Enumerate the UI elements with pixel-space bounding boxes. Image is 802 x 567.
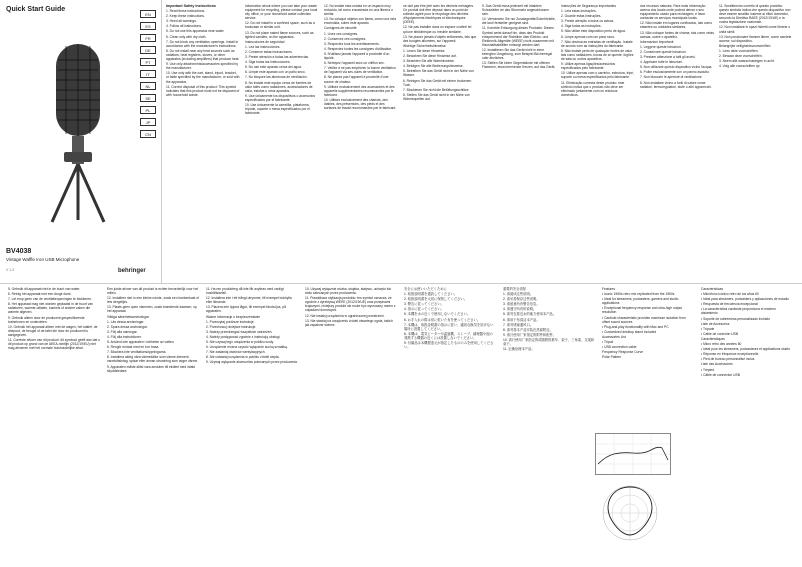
text-line: 7. Blockera inte ventilationsöppningarna.	[107, 350, 167, 355]
top_columns-column-6	[561, 4, 635, 280]
cover-title: Quick Start Guide	[6, 6, 66, 13]
text-line: 6. Limpe apenas com um pano seco.	[561, 34, 616, 39]
text-line: Wichtige Sicherheitshinweise	[403, 43, 446, 48]
text-line: 10. Verwenden Sie nur Zusatzgeräte/Zubehörteile, die laut Hersteller geeignet sind.	[482, 17, 556, 26]
text-line: 10. Używaj wyłącznie wózka, stojaka, statywu, uchwytu lub stołu zalecanych przez producenta.	[305, 287, 392, 296]
text-line: 5. Betreiben Sie das Gerät nicht in der Nähe von Wasser.	[403, 69, 474, 78]
text-line: Consignes de sécurité	[324, 26, 357, 31]
text-line: 13. Placera inte öppna lågor, till exempel tända ljus, på apparaten.	[206, 305, 286, 314]
text-line: • Micro rétro des années 60	[701, 342, 742, 347]
text-line: 3. 警告に従ってください。	[404, 302, 444, 307]
language-tabs	[140, 10, 158, 142]
text-line: 6. Clean only with dry cloth.	[166, 34, 207, 39]
text-line: 1. Lea las instrucciones.	[245, 44, 281, 49]
text-line: 11. Correcte afvoer van dit product: dit symbool geeft aan dat u dit product op grond van de AEEA-richtlijn (2012/19/EU) niet mag afvoeren met het normale huishoudelijke afval.	[8, 338, 100, 351]
text-line: 7. Do not block any ventilation openings. Install in accordance with the manufacturer's instructions.	[166, 39, 239, 48]
text-line: 11. Ha ren produktreg då inte får avyttras med vanligt hushållsavfall.	[206, 287, 284, 296]
text-line: 1. Read these instructions.	[166, 9, 206, 14]
text-line: 13. Nie stawiaj na urządzeniu źródeł otwartego ognia, takich jak zapalone świece.	[305, 318, 393, 327]
text-line: 1. Lees deze voorschriften.	[719, 48, 759, 53]
text-line: 13. Plaats geen open vlammen, zoals brandende kaarsen, op het apparaat.	[107, 305, 197, 314]
text-line: 7. 请勿堵塞通风口。	[503, 322, 534, 327]
bottom_columns-column-8	[701, 287, 793, 563]
text-line: 3. 请留意所有警告信息。	[503, 302, 540, 307]
text-line: 8. Nie ustawiaj urządzenia w pobliżu źródeł ciepła.	[206, 355, 280, 360]
text-line: 8. No instale este equipo cerca de fuentes de calor tales como radiadores, acumuladores de calor, estufas u otros aparatos.	[245, 80, 313, 93]
text-line: 3. Preste atención a todas las advertencias.	[245, 55, 309, 60]
text-line: 9. Używaj wyłącznie akcesoriów polecanych przez producenta.	[206, 360, 298, 365]
text-line: 2. 请妥善保存这些说明。	[503, 297, 540, 302]
bottom_columns-column-2	[107, 287, 199, 563]
language-tab-it: IT	[140, 70, 156, 78]
text-line: • Câble de connexion USB	[701, 372, 740, 377]
text-line: 3. Heed all warnings.	[166, 19, 197, 24]
text-line: 13. Stellen Sie keine Gegenstände mit offenen Flammen, etwa brennende Kerzen, auf das Gerät.	[482, 61, 556, 70]
text-line: 12. Nie instaluj urządzenia w ograniczonej przestrzeni.	[305, 313, 385, 318]
text-line: 6. Pulire esclusivamente con un panno asciutto.	[640, 70, 710, 75]
text-line: 4. Volg alle voorschriften op.	[719, 64, 761, 69]
text-line: • Customized desktop stand included	[602, 329, 657, 334]
text-line: dos recursos naturais. Para mais informação acerca dos locais onde poderá deixar o seu equipamento usado para reciclagem, é favor contactar os serviços municipais locais.	[640, 4, 706, 21]
text-line: 1. Läs dessa anvisningar.	[107, 319, 145, 324]
text-line: 8. 本機は、電気ヒーターや温風機、ストーブ、調理器や他の発熱する機器の近くには設置しないでください。	[404, 331, 493, 340]
text-line: 11. Korrekte Entsorgung dieses Produkts: Dieses Symbol weist darauf hin, dass das Produkt entsprechend der Richtlinie über Elektro- und Elektronik-Altgeräte (WEEE) nicht zusammen mit Haushaltsabfällen entsorgt werden darf.	[482, 26, 554, 47]
top_columns-column-3	[324, 4, 398, 280]
text-line: • La característica cardioide proporciona el máximo aislamiento	[701, 307, 776, 316]
text-line: 4. Följ alla instruktioner.	[107, 334, 142, 339]
text-line: 11. Eliminação correcta deste produto: este símbolo indica que o produto não deve ser eliminado juntamente com os resíduos domésticos.	[561, 80, 625, 97]
text-line: 4. Follow all instructions.	[166, 24, 202, 29]
text-line: 3. Prestare attenzione a tutti gli avvisi.	[640, 55, 696, 60]
text-line: 10. Use only with the cart, stand, tripod, bracket, or table specified by the manufacturer, or sold with the apparatus.	[166, 71, 240, 84]
text-line: Características	[701, 287, 723, 291]
text-line: 4. 请遵守所有的说明。	[503, 307, 537, 312]
text-line: 9. Utilisez exclusivement des accessoires et des appareils supplémentaires recommandés par le fabricant.	[324, 84, 395, 97]
text-line: 4. Respectez toutes les consignes d'utilisation.	[324, 46, 393, 51]
microphone-image	[42, 40, 114, 230]
text-line: 12. No instale esta unidad en un espacio muy reducido, tal como encastrada en una librería o similar.	[324, 4, 393, 17]
text-line: • Iconic 1960s retro mic replicated from the 1960s	[602, 292, 675, 297]
text-line: 9. 付属品は本機製造元が指定したもののみを使用してください。	[404, 341, 494, 350]
text-line: 8. Installera aldrig nära värmekällor som värme-element, varmluftsintag, spisar eller annan utrustning som avger värme.	[107, 355, 199, 364]
text-line: 12. Do not install in a confined space, such as a bookcase or similar unit.	[245, 21, 315, 30]
text-line: 9. Gebruik alleen door de producent gespecificeerde toebehoren en onderdelen.	[8, 315, 85, 324]
text-line: Instruções de Segurança Importantes	[561, 4, 616, 8]
text-line: 3. Preste atenção a todos os avisos.	[561, 19, 615, 24]
text-line: 1. Lesen Sie diese Hinweise.	[403, 48, 446, 53]
text-line: 8. Stellen Sie das Gerät nicht in der Nähe von Wärmequellen auf.	[403, 92, 470, 101]
brand-logo: behringer	[118, 268, 146, 274]
top_columns-column-7	[640, 4, 714, 280]
text-line: Frequency Response Curve	[602, 350, 644, 355]
text-line: ne doit pas être jeté avec les déchets ménagers. Ce produit doit être déposé dans un point de collecte agréé pour le recyclage des déchets d'équipements électriques et électroniques (DEEE).	[403, 4, 474, 25]
text-line: 5. 请勿在靠近水的地方使用本产品。	[503, 312, 557, 317]
text-line: • Cable de conexión USB	[701, 331, 739, 336]
text-line: 7. Nie zasłaniaj otworów wentylacyjnych.	[206, 350, 266, 355]
text-line: • Ideal for streamers, podcasters, gamers and studio applications	[602, 297, 679, 306]
text-line: • Idéal pour les streamers, podcasteurs et applications studio	[701, 347, 790, 352]
text-line: 4. Befolgen Sie alle Bedienungshinweise.	[403, 64, 464, 69]
language-tab-se: SE	[140, 94, 156, 102]
text-line: Accessories List	[602, 334, 626, 339]
text-line: 5. Não utilize este dispositivo perto de água.	[561, 29, 626, 34]
text-line: 2. Guarde estas instruções.	[561, 14, 602, 19]
text-line: • Réponse en fréquence exceptionnelle	[701, 352, 759, 357]
text-line: 6. Urządzenie można czyścić wyłącznie suchą szmatką.	[206, 345, 288, 350]
text-line: 4. Siga todas las instrucciones.	[245, 60, 291, 65]
cover-version: V 1.0	[6, 268, 15, 272]
language-tab-nl: NL	[140, 82, 156, 90]
text-line: • Trípode	[701, 326, 715, 331]
text-line: 7. Let erop geen van de ventilatieopeningen te blokkeren.	[8, 297, 92, 302]
text-line: 3. Beachten Sie alle Warnhinweise.	[403, 59, 455, 64]
top_columns-column-5	[482, 4, 556, 280]
text-line: 3. Följ alla varningar.	[107, 329, 138, 334]
text-line: 5. Non utilizzare questo dispositivo vicino l'acqua.	[640, 65, 713, 70]
text-line: 12. Installieren Sie das Gerät nicht in einer beengten Umgebung, zum Beispiel Bücherregal oder ähnliches.	[482, 47, 553, 61]
language-tab-en: EN	[140, 10, 156, 18]
text-line: • Exceptional frequency response and ultra-high output resolution	[602, 306, 683, 315]
bottom-half	[0, 283, 802, 567]
text-line: 7. Não obstrua as entradas de ventilação. Instale de acordo com as instruções do fabricante.	[561, 39, 633, 48]
text-line: Een juiste afvoer van dit product is echter bevorderlijk voor het milieu.	[107, 287, 199, 296]
text-line: • Soporte de sobremesa personalizado incluido	[701, 316, 770, 321]
text-line: 3. Respectez tous les avertissements.	[324, 41, 380, 46]
text-line: 12. Installeer niet in een kleine ruimte, zoals een boekenkast of iets dergelijks.	[107, 296, 199, 305]
bottom_columns-column-5	[404, 287, 496, 563]
text-line: 9. Das Gerät muss jederzeit mit intaktem Schutzleiter an das Stromnetz angeschlossen sein.	[482, 4, 549, 17]
text-line: 2. Conservare queste istruzioni.	[640, 49, 687, 54]
text-line: 8. Ne placez pas l'appareil à proximité d'une source de chaleur.	[324, 75, 389, 84]
text-line: 4. Siga todas as instruções.	[561, 24, 602, 29]
text-line: 12. Non installare in spazi ristretti come librerie o unità simili.	[719, 25, 791, 34]
language-tab-fr: FR	[140, 34, 156, 42]
text-line: Liste des Accessoires	[701, 362, 733, 367]
text-line: • Cardioid characteristic provides maximum isolation from offset sound sources	[602, 315, 686, 324]
text-line: 6. Nettoyez l'appareil avec un chiffon sec.	[324, 61, 385, 66]
text-line: 3. Neem alle waarschuwingen in acht.	[719, 59, 775, 64]
text-line: 9. 请只使用厂家指定的附件和配件。	[503, 332, 557, 337]
text-line: 7. Non bloccare le aperture di ventilazione.	[640, 75, 703, 80]
text-line: 9. Use only attachments/accessories specified by the manufacturer.	[166, 62, 239, 71]
text-line: 13. Não coloque fontes de chama, tais como velas acesas, sobre o aparelho.	[640, 30, 714, 39]
text-line: 9. Use únicamente los dispositivos o accesorios especificados por el fabricante.	[245, 93, 316, 102]
text-line: 1. Leia estas instruções.	[561, 9, 597, 14]
cover-panel	[0, 0, 162, 283]
top_columns-column-8	[719, 4, 793, 280]
text-line: • Respuesta de frecuencia excepcional	[701, 302, 758, 307]
top_columns-column-4	[403, 4, 477, 280]
text-line: 8. Het apparaat mag niet worden geplaatst in de buurt van radiatoren, warmte-uitlaten, kachels of andere zaken die warmte afgeven.	[8, 302, 94, 315]
text-line: 4. 指示に従ってください。	[404, 307, 444, 312]
text-line: Features	[602, 287, 616, 291]
text-line: 3. Należy przestrzegać wszystkich ostrzeżeń.	[206, 329, 273, 334]
language-tab-de: DE	[140, 46, 156, 54]
text-line: 5. Do not use this apparatus near water.	[166, 29, 225, 34]
text-line: 12. Não instale em lugares confinados, tais como estantes ou unidades similares.	[640, 21, 713, 30]
text-line: 5. N'utilisez jamais l'appareil à proximité d'un liquide.	[324, 51, 390, 61]
text-line: 6. 请用干布清洁本产品。	[503, 317, 540, 322]
language-tab-cn: CN	[140, 130, 156, 138]
top-half	[0, 0, 802, 283]
text-line: 12. Installera inte i ett trångt utrymme, till exempel bokhylla eller liknande.	[206, 296, 292, 305]
language-tab-pl: PL	[140, 106, 156, 114]
text-line: 13. Do not place naked flame sources, such as lighted candles, on the apparatus.	[245, 30, 314, 39]
top_columns-column-1	[166, 4, 240, 280]
text-line: 8. Do not install near any heat sources such as radiators, heat registers, stoves, or other apparatus (including amplifiers) that produce heat.	[166, 48, 240, 62]
text-line: 7. Veillez à ne pas empêcher la bonne ventilation de l'appareil via ses ouïes de ventilation.	[324, 66, 396, 75]
cover-subtitle: Vintage Waffle Iron USB Microphone	[6, 257, 80, 262]
text-line: 4. Applicare tutte le istruzioni.	[640, 60, 683, 65]
top_columns-column-2	[245, 4, 319, 280]
text-line: 12. Ne pas installer dans un espace confiné tel qu'une bibliothèque ou meuble similaire.	[403, 25, 472, 34]
text-line: 7. No bloquee las aberturas de ventilación.	[245, 75, 308, 80]
text-line: • Ideal para streamers, podcasters y aplicaciones de estudio	[701, 297, 790, 302]
text-line: • Plug-and-play functionality with Mac and PC	[602, 324, 669, 329]
text-line: 2. Conservez ces consignes.	[324, 36, 367, 41]
text-line: 6. Reinigen Sie das Gerät mit einem trockenen Tuch.	[403, 78, 472, 87]
text-line: Viktiga säkerhetsanvisningar	[107, 314, 149, 319]
text-line: 11. Correct disposal of this product: This symbol indicates that this product must not be disposed of with household waste.	[166, 84, 240, 97]
text-line: Liste de Accesorios	[701, 321, 730, 326]
text-line: 2. Conserve estas instrucciones.	[245, 49, 293, 54]
text-line: • Pied de bureau personnalisé inclus	[701, 357, 755, 362]
text-line: 2. Bewahren Sie diese Hinweise auf.	[403, 54, 457, 59]
frequency-response-chart	[595, 433, 671, 475]
bottom_columns-column-4	[305, 287, 397, 563]
text-line: Ważne informacje o bezpieczeństwie	[206, 314, 261, 319]
text-line: 2. 取扱説明書を大切に保管してください。	[404, 297, 468, 302]
text-line: 6. Rengör endast med en torr trasa.	[107, 345, 160, 350]
text-line: Belangrijke veiligheidsvoorschriften	[719, 43, 771, 48]
section-heading: Important Safety Instructions	[166, 4, 216, 8]
cover-model: BV4038	[6, 248, 32, 255]
text-line: 2. Keep these instructions.	[166, 14, 205, 19]
text-line: 1. 请阅读这些说明。	[503, 292, 534, 297]
bottom_columns-column-1	[8, 287, 100, 563]
text-line: 8. 请勿将本产品安装在热源附近。	[503, 327, 553, 332]
text-line: 10. Utilisez exclusivement des chariots, des diables, des présentoirs, des pieds et des surfaces de travail recommandés par le fabricant.	[324, 97, 397, 111]
language-tab-jp: JP	[140, 118, 156, 126]
text-line: 4. Należy postępować zgodnie z instrukcją obsługi.	[206, 334, 281, 339]
text-line: 13. Non posizionare fiamme libere, come candele accese, sul dispositivo.	[719, 34, 792, 43]
polar-pattern-chart	[600, 483, 660, 543]
text-line: 2. Spara dessa anvisningar.	[107, 324, 148, 329]
text-line: Caractéristiques	[701, 336, 725, 341]
text-line: 1. Leggere queste istruzioni.	[640, 44, 682, 49]
text-line: Polar Pattern	[602, 355, 622, 360]
text-line: 安全にお使いいただくために	[404, 287, 447, 291]
text-line: • Tripod	[602, 340, 614, 345]
text-line: 13. No coloque objetos con llama, como una vela encendida, sobre este aparato.	[324, 17, 397, 26]
text-line: 10. Use únicamente la carretilla, plataforma, trípode, soporte o mesa especificados por el fabricante.	[245, 102, 310, 116]
text-line: information about where you can take your waste equipment for recycling, please contact your local city office, or your household waste collection service.	[245, 4, 318, 21]
text-line: Informazioni importanti	[640, 39, 674, 44]
text-line: 10. 请只使用厂家指定的或随附的推车、架子、三角架、支架和桌子。	[503, 337, 595, 347]
bottom_columns-column-3	[206, 287, 298, 563]
text-line: 11. Smaltimento corretto di questo prodotto: questo simbolo indica che questo dispositivo non deve essere smaltito insieme ai rifiuti domestici, secondo la Direttiva RAEE (2012/19/UE) e la vostra legislazione nazionale.	[719, 4, 791, 25]
bottom_columns-column-6	[503, 287, 595, 563]
text-line: 5. No use este aparato cerca del agua.	[245, 65, 302, 70]
text-line: 1. 取扱説明書を通読してください。	[404, 292, 458, 297]
text-line: 5. Gebruik dit apparaat niet in de buurt van water.	[8, 287, 81, 291]
text-line: 6. Limpie este aparato con un paño seco.	[245, 70, 306, 75]
text-line: 2. Przechowuj niniejsze instrukcje.	[206, 324, 257, 329]
text-line: 10. Utilize apenas com o carrinho, estrutura, tripé, suporte ou mesa especificados pelo fabricante.	[561, 71, 634, 80]
text-line: • Micrófono icónico retro de los años 60	[701, 292, 759, 297]
text-line: 9. Utilize apenas ligações/acessórios especificados pelo fabricante.	[561, 62, 616, 71]
text-line: 5. 本機を水の近くで使用しないでください。	[404, 312, 471, 317]
text-line: 11. 正确处理本产品。	[503, 347, 535, 352]
language-tab-es: ES	[140, 22, 156, 30]
text-line: 7. 本機は、取扱説明書の指示に従い、適切な換気を妨げない場所に設置してください。	[404, 322, 494, 331]
text-line: 9. Apparaten måste alltid vara ansluten till elnätet med intakt skyddsledare.	[107, 364, 195, 373]
text-line: 6. お手入れの際は常に乾いた布を使ってください。	[404, 317, 481, 322]
text-line: 6. Reinig het apparaat met een droge doek.	[8, 292, 72, 297]
text-line: 5. Nie używaj tego urządzenia w pobliżu wody.	[206, 340, 274, 345]
text-line: 重要的安全须知	[503, 287, 527, 291]
text-line: 1. Lisez ces consignes.	[324, 31, 359, 36]
text-line: • USB connection cable	[602, 345, 637, 350]
text-line: 8. Non installare vicino a fonti di calore come radiatori, termoregolatori, stufe o altri apparecchi.	[640, 80, 712, 89]
text-line: 5. Använd inte apparaten i närheten av vatten.	[107, 340, 175, 345]
text-line: 10. Gebruik het apparaat alleen met de wagen, het statief, de driepoot, de beugel of de tafel die door de producent is aangegeven.	[8, 324, 98, 337]
text-line: 2. Bewaar deze voorschriften.	[719, 54, 763, 59]
language-tab-pt: PT	[140, 58, 156, 66]
text-line: 8. Não instale perto de quaisquer fontes de calor tais como radiadores, bocas de ar quente, fogões de sala ou outros aparelhos.	[561, 48, 634, 62]
text-line: 1. Przeczytaj poniższe instrukcje.	[206, 319, 255, 324]
text-line: • Trépied	[701, 367, 715, 372]
text-line: 7. Blockieren Sie nicht die Belüftungsschlitze.	[403, 87, 470, 92]
text-line: 11. Prawidłowa utylizacja produktu: ten symbol oznacza, że zgodnie z dyrektywą WEEE (2012/19/UE) oraz przepisami krajowymi, niniejszy produkt nie może być wyrzucany razem z odpadami domowymi.	[305, 296, 396, 313]
text-line: Instrucciones de seguridad	[245, 39, 285, 44]
text-line: 13. Ne placez jamais d'objets enflammés, tels que des bougies allumées, sur l'appareil.	[403, 34, 477, 43]
